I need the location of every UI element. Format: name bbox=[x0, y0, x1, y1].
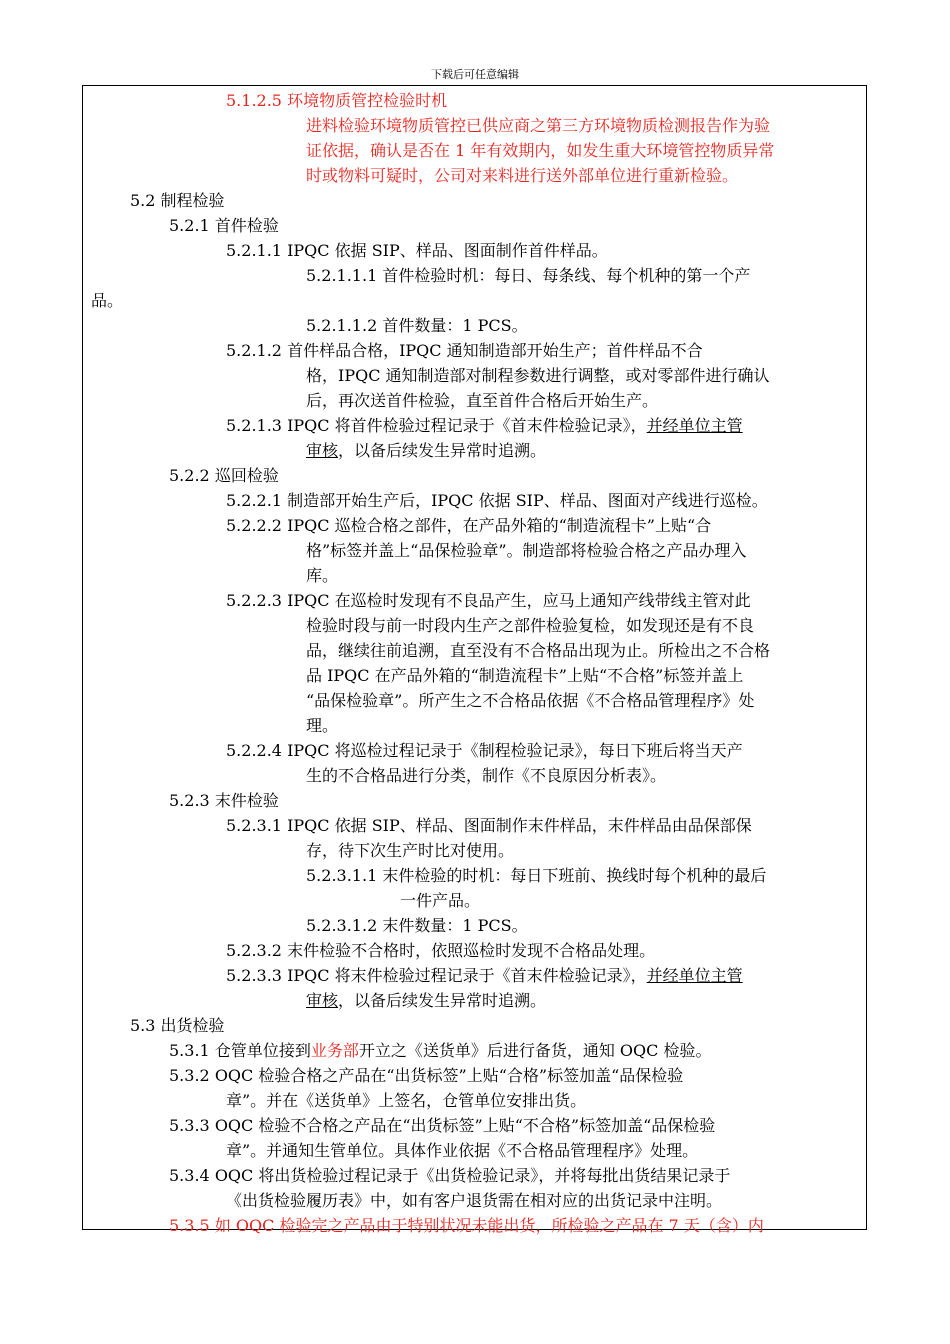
paragraph-line: 品。 bbox=[91, 291, 124, 310]
paragraph-line: 后，再次送首件检验，直至首件合格后开始生产。 bbox=[306, 391, 659, 410]
paragraph-line: 5.2.3.3 IPQC 将末件检验过程记录于《首末件检验记录》，并经单位主管 bbox=[226, 966, 743, 985]
paragraph-line: 时或物料可疑时，公司对来料进行送外部单位进行重新检验。 bbox=[306, 166, 739, 185]
paragraph-line: 5.3.4 OQC 将出货检验过程记录于《出货检验记录》，并将每批出货结果记录于 bbox=[169, 1166, 731, 1185]
section-title: 5.2.1 首件检验 bbox=[169, 216, 279, 235]
paragraph-line: 5.3.5 如 OQC 检验完之产品由于特别状况未能出货，所检验之产品在 7 天（含）内 bbox=[169, 1216, 764, 1235]
paragraph-line: 理。 bbox=[306, 716, 339, 735]
paragraph-line: 证依据，确认是否在 1 年有效期内，如发生重大环境管控物质异常 bbox=[306, 141, 775, 160]
section-title: 5.1.2.5 环境物质管控检验时机 bbox=[226, 91, 448, 110]
paragraph-line: 进料检验环境物质管控已供应商之第三方环境物质检测报告作为验 bbox=[306, 116, 771, 135]
paragraph-line: 5.3.2 OQC 检验合格之产品在“出货标签”上贴“合格”标签加盖“品保检验 bbox=[169, 1066, 684, 1085]
paragraph-line: 5.2.3.1 IPQC 依据 SIP、样品、图面制作末件样品，末件样品由品保部保 bbox=[226, 816, 752, 835]
paragraph-line: 品 IPQC 在产品外箱的“制造流程卡”上贴“不合格”标签并盖上 bbox=[306, 666, 744, 685]
paragraph-line: 格，IPQC 通知制造部对制程参数进行调整，或对零部件进行确认 bbox=[306, 366, 770, 385]
paragraph-line: 5.2.3.1.2 末件数量：1 PCS。 bbox=[306, 916, 528, 935]
section-title: 5.2.3 末件检验 bbox=[169, 791, 279, 810]
paragraph-line: 5.2.1.3 IPQC 将首件检验过程记录于《首末件检验记录》，并经单位主管 bbox=[226, 416, 743, 435]
paragraph-line: 5.2.3.2 末件检验不合格时，依照巡检时发现不合格品处理。 bbox=[226, 941, 656, 960]
paragraph-line: 5.2.2.2 IPQC 巡检合格之部件，在产品外箱的“制造流程卡”上贴“合 bbox=[226, 516, 712, 535]
paragraph-line: 审核，以备后续发生异常时追溯。 bbox=[306, 991, 547, 1010]
paragraph-line: 5.3.1 仓管单位接到业务部开立之《送货单》后进行备货，通知 OQC 检验。 bbox=[169, 1041, 712, 1060]
paragraph-line: 5.3.3 OQC 检验不合格之产品在“出货标签”上贴“不合格”标签加盖“品保检验 bbox=[169, 1116, 716, 1135]
paragraph-line: 《出货检验履历表》中，如有客户退货需在相对应的出货记录中注明。 bbox=[226, 1191, 723, 1210]
paragraph-line: 5.2.2.3 IPQC 在巡检时发现有不良品产生，应马上通知产线带线主管对此 bbox=[226, 591, 751, 610]
paragraph-line: 5.2.1.1.1 首件检验时机：每日、每条线、每个机种的第一个产 bbox=[306, 266, 751, 285]
section-title: 5.3 出货检验 bbox=[130, 1016, 225, 1035]
paragraph-line: 5.2.2.4 IPQC 将巡检过程记录于《制程检验记录》，每日下班后将当天产 bbox=[226, 741, 743, 760]
paragraph-line: 章”。并通知生管单位。具体作业依据《不合格品管理程序》处理。 bbox=[226, 1141, 699, 1160]
paragraph-line: 审核，以备后续发生异常时追溯。 bbox=[306, 441, 547, 460]
paragraph-line: 5.2.3.1.1 末件检验的时机：每日下班前、换线时每个机种的最后 bbox=[306, 866, 767, 885]
paragraph-line: 格”标签并盖上“品保检验章”。制造部将检验合格之产品办理入 bbox=[306, 541, 747, 560]
paragraph-line: 检验时段与前一时段内生产之部件检验复检，如发现还是有不良 bbox=[306, 616, 755, 635]
paragraph-line: 库。 bbox=[306, 566, 339, 585]
page-header: 下载后可任意编辑 bbox=[431, 68, 519, 81]
paragraph-line: 5.2.2.1 制造部开始生产后，IPQC 依据 SIP、样品、图面对产线进行巡检。 bbox=[226, 491, 768, 510]
paragraph-line: 章”。并在《送货单》上签名，仓管单位安排出货。 bbox=[226, 1091, 587, 1110]
paragraph-line: 一件产品。 bbox=[400, 891, 481, 910]
paragraph-line: 5.2.1.1.2 首件数量：1 PCS。 bbox=[306, 316, 528, 335]
paragraph-line: 5.2.1.1 IPQC 依据 SIP、样品、图面制作首件样品。 bbox=[226, 241, 608, 260]
paragraph-line: 5.2.1.2 首件样品合格，IPQC 通知制造部开始生产；首件样品不合 bbox=[226, 341, 703, 360]
paragraph-line: “品保检验章”。所产生之不合格品依据《不合格品管理程序》处 bbox=[306, 691, 755, 710]
paragraph-line: 生的不合格品进行分类，制作《不良原因分析表》。 bbox=[306, 766, 667, 785]
section-title: 5.2.2 巡回检验 bbox=[169, 466, 279, 485]
section-title: 5.2 制程检验 bbox=[130, 191, 225, 210]
paragraph-line: 存，待下次生产时比对使用。 bbox=[306, 841, 515, 860]
paragraph-line: 品，继续往前追溯，直至没有不合格品出现为止。所检出之不合格 bbox=[306, 641, 771, 660]
